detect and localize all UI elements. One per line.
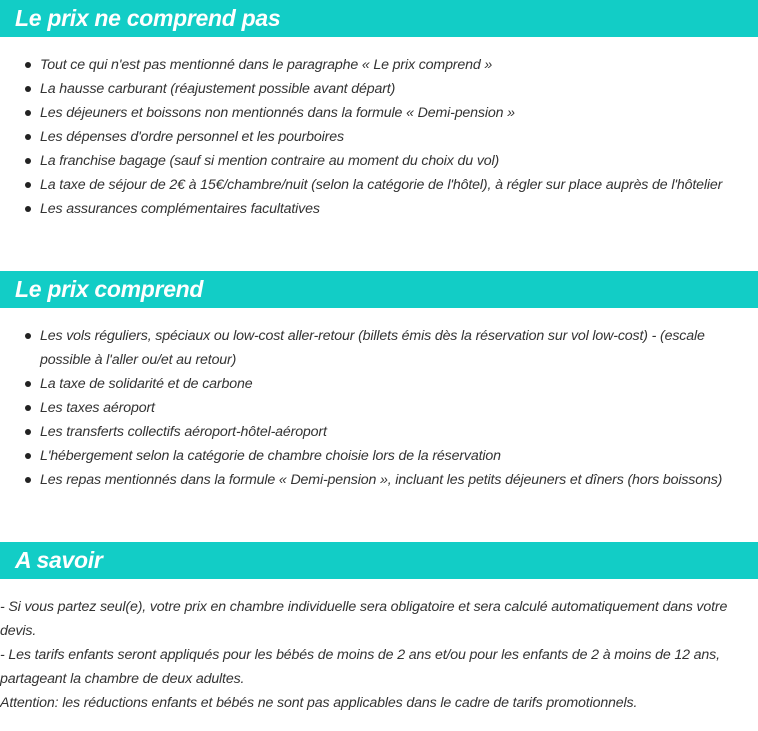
list-item xyxy=(0,125,758,149)
bullet-icon xyxy=(25,405,31,411)
list-item-text: Les assurances complémentaires facultatives xyxy=(40,201,320,217)
list-item xyxy=(0,197,758,221)
list-item-text: La franchise bagage (sauf si mention contraire au moment du choix du vol) xyxy=(40,153,500,169)
list-item-text: Les transferts collectifs aéroport-hôtel-aéroport xyxy=(40,424,327,440)
info-line: - Si vous partez seul(e), votre prix en chambre individuelle sera obligatoire et sera calculé automatiquement dans votre devis. xyxy=(0,599,728,639)
bullet-icon xyxy=(25,333,31,339)
excluded-list xyxy=(0,53,758,221)
bullet-icon xyxy=(25,62,31,68)
list-item xyxy=(0,420,758,444)
list-item-text: La taxe de séjour de 2€ à 15€/chambre/nuit (selon la catégorie de l'hôtel), à régler sur place auprès de l'hôtelier xyxy=(40,177,723,193)
list-item-text: Les dépenses d'ordre personnel et les pourboires xyxy=(40,129,344,145)
list-item xyxy=(0,77,758,101)
list-item xyxy=(0,101,758,125)
list-item xyxy=(0,149,758,173)
excluded-section-title: Le prix ne comprend pas xyxy=(15,5,281,31)
list-item-text: La hausse carburant (réajustement possible avant départ) xyxy=(40,81,396,97)
bullet-icon xyxy=(25,134,31,140)
list-item-text: Les repas mentionnés dans la formule « Demi-pension », incluant les petits déjeuners et dîners (hors boissons) xyxy=(40,472,723,488)
bullet-icon xyxy=(25,182,31,188)
list-item-text: Les vols réguliers, spéciaux ou low-cost aller-retour (billets émis dès la réservation sur vol low-cost) - (escale possible à l'aller ou/et au retour) xyxy=(40,328,705,368)
info-line: Attention: les réductions enfants et bébés ne sont pas applicables dans le cadre de tarifs promotionnels. xyxy=(0,695,638,711)
list-item xyxy=(0,468,758,492)
list-item-text: Les taxes aéroport xyxy=(40,400,155,416)
included-list xyxy=(0,324,758,492)
bullet-icon xyxy=(25,429,31,435)
list-item-text: Les déjeuners et boissons non mentionnés dans la formule « Demi-pension » xyxy=(40,105,515,121)
bullet-icon xyxy=(25,453,31,459)
included-section-title: Le prix comprend xyxy=(15,276,204,302)
bullet-icon xyxy=(25,381,31,387)
list-item-text: La taxe de solidarité et de carbone xyxy=(40,376,253,392)
list-item xyxy=(0,372,758,396)
included-section-header xyxy=(0,271,758,308)
bullet-icon xyxy=(25,110,31,116)
excluded-section-header xyxy=(0,0,758,37)
list-item xyxy=(0,444,758,468)
bullet-icon xyxy=(25,86,31,92)
bullet-icon xyxy=(25,158,31,164)
list-item-text: L'hébergement selon la catégorie de chambre choisie lors de la réservation xyxy=(40,448,501,464)
info-line: - Les tarifs enfants seront appliqués pour les bébés de moins de 2 ans et/ou pour les enfants de 2 à moins de 12 ans, partageant la chambre de deux adultes. xyxy=(0,647,720,687)
info-notes xyxy=(0,595,756,715)
bullet-icon xyxy=(25,477,31,483)
list-item xyxy=(0,53,758,77)
info-section-header xyxy=(0,542,758,579)
list-item xyxy=(0,396,758,420)
bullet-icon xyxy=(25,206,31,212)
list-item-text: Tout ce qui n'est pas mentionné dans le paragraphe « Le prix comprend » xyxy=(40,57,493,73)
list-item xyxy=(0,173,758,197)
list-item xyxy=(0,324,758,372)
info-section-title: A savoir xyxy=(15,547,103,573)
